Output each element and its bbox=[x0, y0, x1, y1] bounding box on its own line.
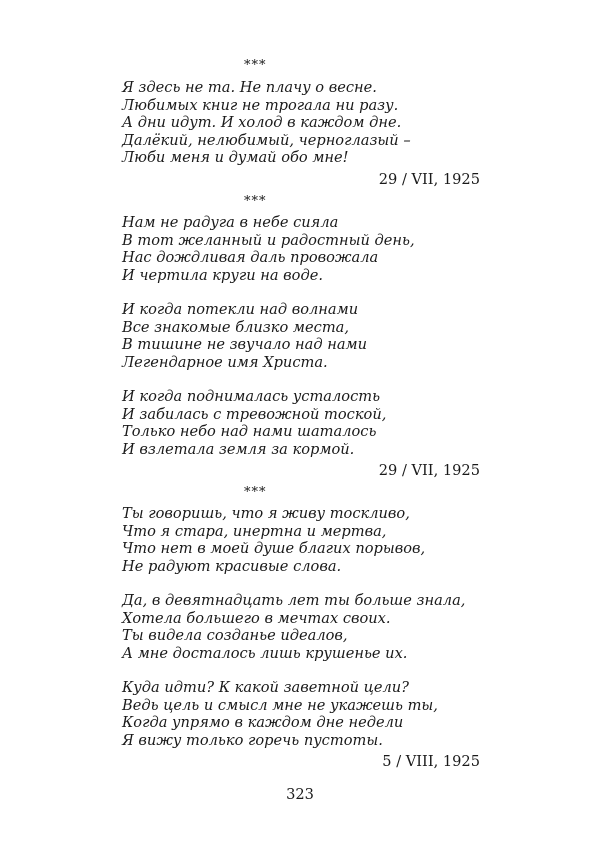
poem-2 bbox=[122, 195, 480, 480]
verse-line: Нас дождливая даль провожала bbox=[122, 249, 379, 266]
stanza bbox=[122, 505, 480, 575]
verse-line: Нам не радуга в небе сияла bbox=[122, 214, 339, 231]
verse-line: Не радуют красивые слова. bbox=[122, 557, 342, 575]
verse-line: Люби меня и думай обо мне! bbox=[122, 149, 349, 166]
poem-3 bbox=[122, 486, 480, 771]
verse-line: И забилась с тревожной тоской, bbox=[122, 405, 387, 423]
verse-line: Ты говоришь, что я живу тоскливо, bbox=[122, 505, 410, 522]
verse-line: Куда идти? К какой заветной цели? bbox=[122, 679, 409, 696]
verse-line: А дни идут. И холод в каждом дне. bbox=[122, 114, 402, 131]
verse-line: Хотела большего в мечтах своих. bbox=[122, 609, 391, 627]
stanza bbox=[122, 301, 480, 371]
poem-separator: *** bbox=[244, 194, 267, 209]
stanza bbox=[122, 79, 480, 167]
stanza bbox=[122, 388, 480, 458]
poem-1 bbox=[122, 59, 480, 188]
verse-line: Когда упрямо в каждом дне недели bbox=[122, 714, 404, 731]
verse-line: Что я стара, инертна и мертва, bbox=[122, 522, 387, 540]
verse-line: Да, в девятнадцать лет ты больше знала, bbox=[122, 592, 466, 609]
stanza bbox=[122, 214, 480, 284]
verse-line: Далёкий, нелюбимый, черноглазый – bbox=[122, 131, 411, 149]
verse-line: Легендарное имя Христа. bbox=[122, 353, 328, 371]
page-number: 323 bbox=[286, 786, 314, 803]
stanza bbox=[122, 679, 480, 749]
verse-line: Ты видела созданье идеалов, bbox=[122, 627, 348, 644]
verse-line: В тот желанный и радостный день, bbox=[122, 231, 415, 249]
verse-line: Любимых книг не трогала ни разу. bbox=[122, 96, 399, 114]
stanza bbox=[122, 592, 480, 662]
poem-date: 5 / VIII, 1925 bbox=[382, 753, 480, 770]
verse-line: Я вижу только горечь пустоты. bbox=[122, 731, 383, 749]
poem-date: 29 / VII, 1925 bbox=[378, 170, 480, 188]
poem-separator: *** bbox=[244, 58, 267, 73]
verse-line: И когда потекли над волнами bbox=[122, 301, 359, 318]
poem-date: 29 / VII, 1925 bbox=[378, 462, 480, 479]
verse-line: Все знакомые близко места, bbox=[122, 318, 349, 336]
verse-line: Что нет в моей душе благих порывов, bbox=[122, 540, 426, 557]
verse-line: Только небо над нами шаталось bbox=[122, 423, 377, 440]
verse-line: И чертила круги на воде. bbox=[122, 266, 323, 284]
verse-line: Ведь цель и смысл мне не укажешь ты, bbox=[122, 696, 438, 714]
verse-line: И взлетала земля за кормой. bbox=[122, 440, 355, 458]
poem-separator: *** bbox=[244, 485, 267, 500]
verse-line: А мне досталось лишь крушенье их. bbox=[122, 644, 408, 662]
verse-line: И когда поднималась усталость bbox=[122, 388, 381, 405]
verse-line: В тишине не звучало над нами bbox=[122, 336, 368, 353]
verse-line: Я здесь не та. Не плачу о весне. bbox=[122, 79, 377, 96]
